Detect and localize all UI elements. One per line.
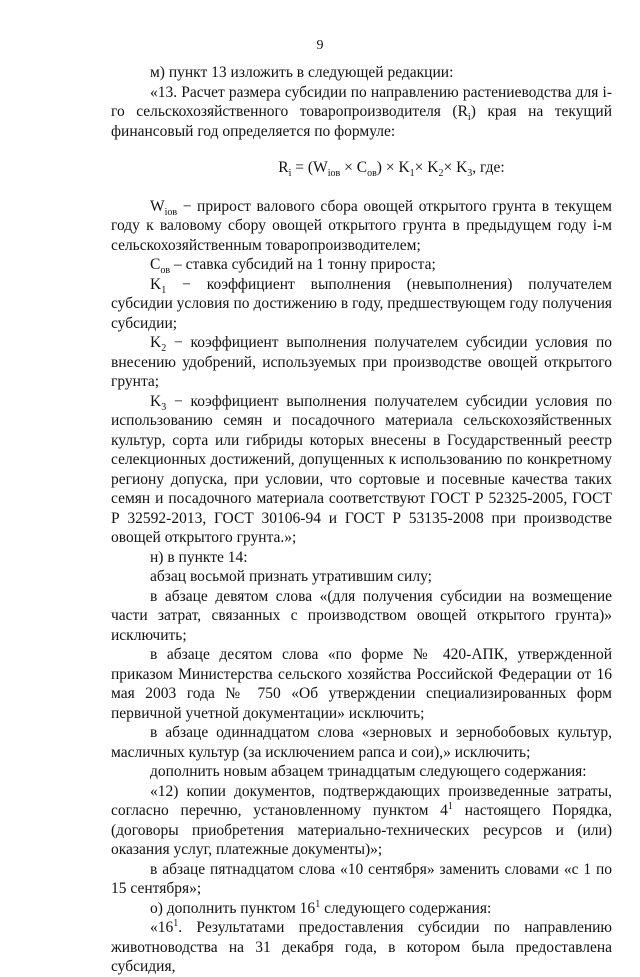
amendment-n-item-4: в абзаце одиннадцатом слова «зерновых и зернобобовых культур, масличных культур (за исключением рапса и сои),» исключить; — [111, 724, 612, 761]
amendment-m-intro: м) пункт 13 изложить в следующей редакции: — [150, 64, 454, 81]
clause-13-intro — [111, 83, 612, 142]
amendment-n-item-1: абзац восьмой признать утратившим силу; — [150, 568, 432, 585]
def-k3-text: − коэффициент выполнения получателем субсидии условия по использованию семян и посадочного материала сельскохозяйственных культур, сорта или гибриды которых внесены в Государственный реестр селекционных достижений, допущенных к использованию по конкретному региону допуска, при условии, что сортовые и посевные качества таких семян и посадочного материала соответствуют ГОСТ Р 52325-2005, ГОСТ Р 32592-2013, ГОСТ 30106-94 и ГОСТ Р 53135-2008 при производстве овощей открытого грунта.»; — [111, 392, 612, 546]
o-text-end: следующего содержания: — [320, 899, 492, 917]
amendment-n-intro: н) в пункте 14: — [150, 548, 248, 566]
formula-w-sub: iов — [327, 168, 341, 180]
p16-text-end: . Результатами предоставления субсидии по направлению животноводства на 31 декабря года, в котором была предоставлена субсидия, — [111, 919, 612, 975]
def-k1-text: − коэффициент выполнения (невыполнения) получателем субсидии условия по достижению в году, предшествующем году получения субсидии; — [111, 275, 612, 332]
formula-k1: ) × K — [376, 159, 410, 176]
formula-k3: × K — [443, 159, 468, 176]
definition-k1 — [111, 275, 612, 334]
clause-13-text: «13. Расчет размера субсидии по направлению растениеводства для i-го сельскохозяйственного товаропроизводителя (R — [111, 83, 612, 120]
n6-text: «12) копии документов, подтверждающих произведенные затраты, согласно перечню, установленному пунктом 4 — [111, 782, 612, 819]
def-c-sub: ов — [160, 265, 171, 277]
formula-k2: × K — [414, 159, 439, 176]
amendment-o-intro — [111, 899, 612, 919]
def-k1-symbol: K — [150, 275, 162, 293]
p16-sup: 1 — [173, 917, 179, 929]
formula-k1-sub: 1 — [409, 168, 415, 180]
def-k2-sub: 2 — [161, 343, 167, 355]
def-c-symbol: C — [150, 256, 161, 273]
clause-16-1 — [111, 918, 612, 977]
def-k3-symbol: K — [150, 392, 162, 410]
formula-r-sub: i — [288, 168, 292, 180]
clause-13-sub: i — [467, 112, 471, 124]
document-body — [111, 63, 612, 977]
formula-c-sub: ов — [367, 168, 377, 180]
page-number: 9 — [316, 38, 324, 53]
clause-13-text-end: ) края на текущий финансовый год определяется по формуле: — [111, 103, 612, 140]
amendment-n-item-2: в абзаце девятом слова «(для получения субсидии на возмещение части затрат, связанных с производством овощей открытого грунта)» исключить; — [111, 587, 612, 644]
def-c-text: – ставка субсидий на 1 тонну прироста; — [170, 256, 436, 273]
o-text: о) дополнить пунктом 16 — [150, 899, 316, 917]
definition-c — [111, 255, 612, 275]
amendment-n-item-7: в абзаце пятнадцатом слова «10 сентября» заменить словами «с 1 по 15 сентября»; — [111, 860, 612, 897]
def-w-symbol: W — [150, 197, 165, 215]
formula-k3-sub: 3 — [467, 168, 473, 180]
formula-tail: , где: — [472, 159, 505, 176]
formula-k2-sub: 2 — [438, 168, 444, 180]
definition-k2 — [111, 333, 612, 392]
formula-w: = (W — [291, 159, 328, 176]
def-k2-text: − коэффициент выполнения получателем субсидии условия по внесению удобрений, используемых при производстве овощей открытого грунта; — [111, 334, 612, 390]
def-k3-sub: 3 — [161, 401, 167, 413]
o-sup: 1 — [315, 898, 321, 910]
def-w-text: − прирост валового сбора овощей открытого грунта в текущем году к валовому сбору овощей открытого грунта в предыдущем году i-м сельскохозяйственным товаропроизводителем; — [111, 197, 612, 254]
formula-r: R — [278, 159, 289, 176]
def-w-sub: iов — [164, 206, 178, 218]
subsidy-formula — [111, 158, 612, 178]
definition-w — [111, 197, 612, 256]
definition-k3 — [111, 392, 612, 548]
p16-text: «16 — [150, 919, 174, 936]
amendment-n-item-6 — [111, 782, 612, 860]
amendment-n-item-3: в абзаце десятом слова «по форме № 420-АПК, утвержденной приказом Министерства сельского хозяйства Российской Федерации от 16 мая 2003 года № 750 «Об утверждении специализированных форм первичной учетной документации» исключить; — [111, 646, 612, 722]
n6-sup: 1 — [447, 800, 453, 812]
amendment-n-item-5: дополнить новым абзацем тринадцатым следующего содержания: — [150, 763, 587, 780]
def-k1-sub: 1 — [161, 284, 167, 296]
def-k2-symbol: K — [150, 334, 162, 351]
n6-text-end: настоящего Порядка, (договоры приобретения материально-технических ресурсов и (или) оказания услуг, платежные документы)»; — [111, 802, 612, 858]
formula-c: × C — [340, 159, 368, 176]
